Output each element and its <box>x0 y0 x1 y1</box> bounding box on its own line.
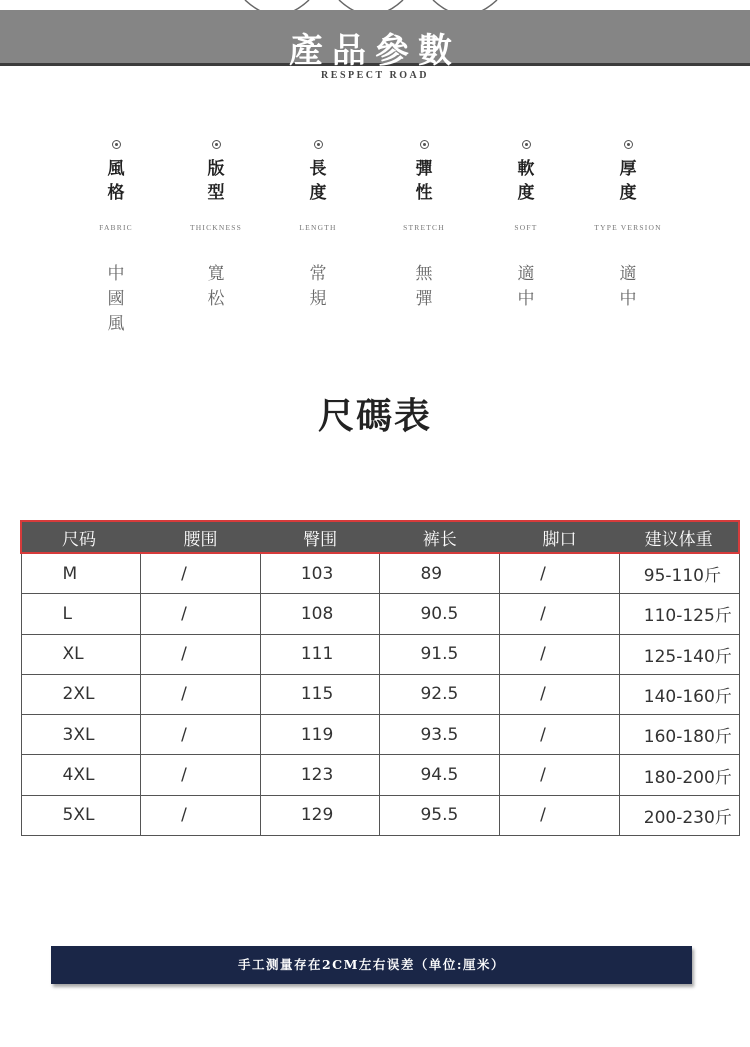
table-cell: / <box>141 634 261 674</box>
param-label: 彈性 <box>415 159 433 203</box>
column-header: 裤长 <box>380 521 500 553</box>
table-cell: 93.5 <box>380 715 500 755</box>
table-cell: / <box>500 795 620 835</box>
param-english: THICKNESS <box>189 223 243 232</box>
table-cell: / <box>141 755 261 795</box>
table-cell: 4XL <box>21 755 141 795</box>
param-label: 版型 <box>207 159 225 203</box>
bullet-icon <box>420 140 429 149</box>
column-header: 臀围 <box>260 521 380 553</box>
bullet-icon <box>212 140 221 149</box>
param-label: 軟度 <box>517 159 535 203</box>
table-cell: 103 <box>260 553 380 594</box>
param-length <box>258 140 378 312</box>
table-row <box>21 715 739 755</box>
table-cell: 140-160斤 <box>619 674 739 714</box>
table-cell: 108 <box>260 594 380 634</box>
table-row <box>21 795 739 835</box>
header-banner <box>0 10 750 71</box>
table-cell: XL <box>21 634 141 674</box>
table-cell: L <box>21 594 141 634</box>
param-thickness <box>568 140 688 312</box>
param-english: TYPE VERSION <box>594 223 662 232</box>
table-cell: 180-200斤 <box>619 755 739 795</box>
param-value: 適中 <box>517 264 535 309</box>
bullet-icon <box>624 140 633 149</box>
table-cell: / <box>141 715 261 755</box>
table-cell: / <box>141 674 261 714</box>
param-english: SOFT <box>514 223 538 232</box>
table-cell: M <box>21 553 141 594</box>
table-cell: 119 <box>260 715 380 755</box>
param-value: 中國風 <box>107 264 125 334</box>
param-english: LENGTH <box>299 223 337 232</box>
column-header: 建议体重 <box>619 521 739 553</box>
table-cell: / <box>500 755 620 795</box>
param-value: 常規 <box>309 264 327 309</box>
table-cell: / <box>500 594 620 634</box>
param-label: 厚度 <box>619 159 637 203</box>
banner-title: 產品參數 <box>289 31 461 71</box>
table-cell: 2XL <box>21 674 141 714</box>
table-cell: / <box>500 634 620 674</box>
table-cell: / <box>141 795 261 835</box>
table-cell: 95.5 <box>380 795 500 835</box>
table-row <box>21 594 739 634</box>
param-english: STRETCH <box>403 223 445 232</box>
table-cell: 123 <box>260 755 380 795</box>
table-cell: 110-125斤 <box>619 594 739 634</box>
table-cell: 129 <box>260 795 380 835</box>
table-row <box>21 634 739 674</box>
column-header: 脚口 <box>500 521 620 553</box>
table-cell: 89 <box>380 553 500 594</box>
table-cell: / <box>141 594 261 634</box>
size-chart-title: 尺碼表 <box>317 395 432 437</box>
bullet-icon <box>522 140 531 149</box>
table-row <box>21 674 739 714</box>
size-table <box>20 520 740 836</box>
table-cell: / <box>141 553 261 594</box>
table-cell: 5XL <box>21 795 141 835</box>
table-cell: 3XL <box>21 715 141 755</box>
table-cell: 125-140斤 <box>619 634 739 674</box>
table-cell: 90.5 <box>380 594 500 634</box>
param-value: 適中 <box>619 264 637 309</box>
param-label: 長度 <box>309 159 327 203</box>
table-header-row <box>21 521 739 553</box>
table-cell: 200-230斤 <box>619 795 739 835</box>
param-english: FABRIC <box>99 223 133 232</box>
bullet-icon <box>112 140 121 149</box>
banner-subtitle: RESPECT ROAD <box>321 70 429 81</box>
measurement-note: 手工测量存在2CM左右误差（单位:厘米） <box>51 946 692 984</box>
param-value: 無彈 <box>415 264 433 309</box>
table-cell: 94.5 <box>380 755 500 795</box>
table-cell: 111 <box>260 634 380 674</box>
table-cell: 160-180斤 <box>619 715 739 755</box>
table-row <box>21 755 739 795</box>
table-cell: 115 <box>260 674 380 714</box>
column-header: 腰围 <box>141 521 261 553</box>
table-cell: / <box>500 553 620 594</box>
bullet-icon <box>314 140 323 149</box>
table-cell: 91.5 <box>380 634 500 674</box>
table-row <box>21 553 739 594</box>
table-cell: 92.5 <box>380 674 500 714</box>
table-cell: / <box>500 715 620 755</box>
param-value: 寬松 <box>207 264 225 309</box>
table-cell: 95-110斤 <box>619 553 739 594</box>
table-cell: / <box>500 674 620 714</box>
param-label: 風格 <box>107 159 125 203</box>
column-header: 尺码 <box>21 521 141 553</box>
